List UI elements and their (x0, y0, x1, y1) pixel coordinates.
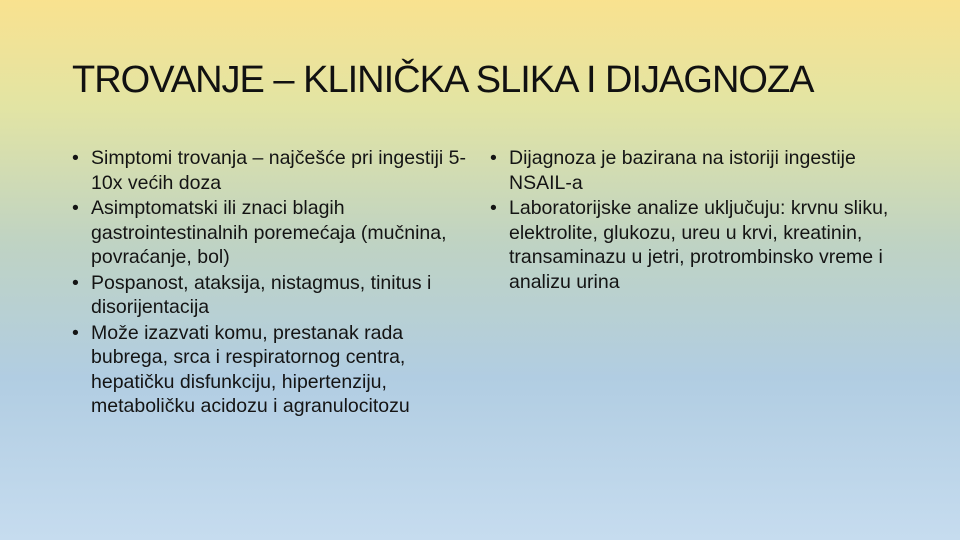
bullet-item (72, 271, 472, 320)
right-column (490, 146, 890, 295)
bullet-icon: • (72, 147, 79, 169)
right-bullet-list (490, 146, 890, 294)
bullet-text: Asimptomatski ili znaci blagih gastrointestinalnih poremećaja (mučnina, povraćanje, bol) (91, 197, 447, 268)
bullet-icon: • (72, 321, 79, 344)
bullet-text: Laboratorijske analize uključuju: krvnu sliku, elektrolite, glukozu, ureu u krvi, kreatinin, transaminazu u jetri, protrombinsko vreme i analizu urina (509, 197, 889, 293)
bullet-item (490, 146, 890, 195)
bullet-text: Može izazvati komu, prestanak rada bubrega, srca i respiratornog centra, hepatičku disfunkciju, hipertenziju, metaboličku acidozu i agranulocitozu (91, 321, 410, 417)
bullet-item (72, 146, 472, 195)
bullet-item (72, 196, 472, 270)
bullet-icon: • (72, 271, 79, 294)
left-column (72, 146, 472, 420)
bullet-text: Pospanost, ataksija, nistagmus, tinitus i disorijentacija (91, 271, 432, 318)
bullet-icon: • (72, 197, 79, 219)
bullet-text: Simptomi trovanja – najčešće pri ingestiji 5-10x većih doza (91, 147, 466, 194)
bullet-text: Dijagnoza je bazirana na istoriji ingestije NSAIL-a (509, 147, 856, 194)
bullet-item (72, 321, 472, 419)
bullet-icon: • (490, 147, 497, 169)
left-bullet-list (72, 146, 472, 419)
bullet-icon: • (490, 197, 497, 219)
slide-title: TROVANJE – KLINIČKA SLIKA I DIJAGNOZA (72, 59, 814, 101)
bullet-item (490, 196, 890, 294)
